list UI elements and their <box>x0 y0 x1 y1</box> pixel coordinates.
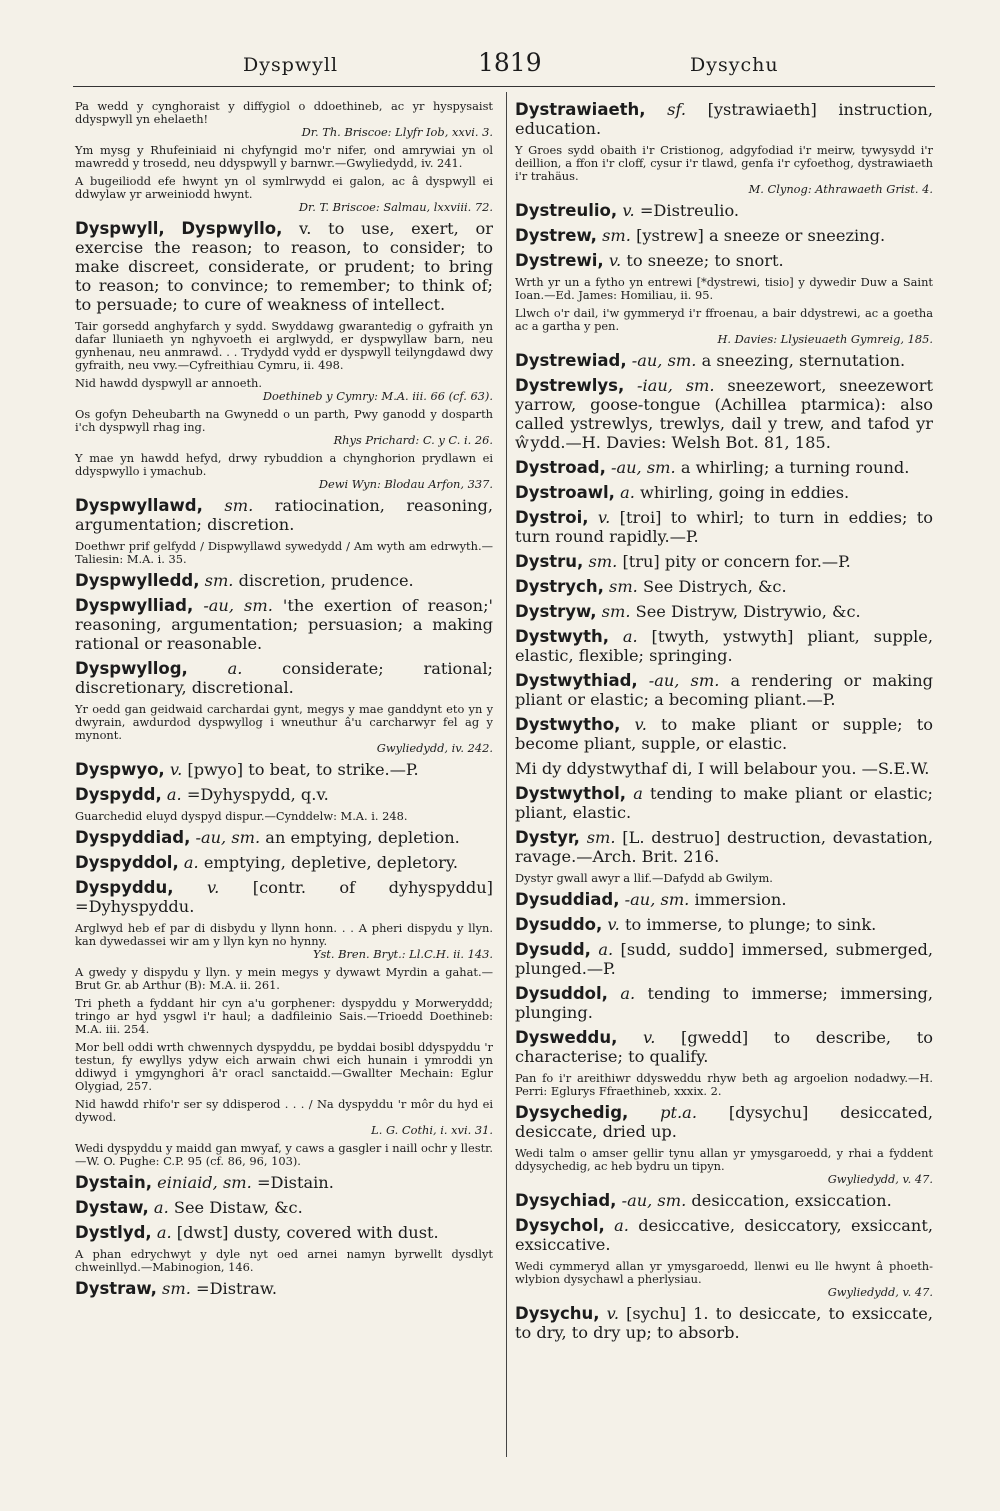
entry-headword: Dystru, <box>515 552 584 571</box>
dictionary-entry <box>515 1191 933 1210</box>
quote-text: Guarchedid eluyd dyspyd dispur.—Cynddelw: M.A. i. 248. <box>75 809 408 823</box>
entry-definition: emptying, depletive, depletory. <box>203 853 458 872</box>
entry-headword: Dyspwyll, <box>75 219 165 238</box>
citation-quote <box>75 144 493 170</box>
citation-quote <box>515 276 933 302</box>
citation-quote <box>75 966 493 992</box>
entry-part-of-speech: -au, sm. <box>648 671 720 690</box>
entry-definition: =Distain. <box>256 1173 334 1192</box>
entry-definition: See Distrych, &c. <box>642 577 787 596</box>
citation-quote <box>75 1041 493 1093</box>
quote-text: Os gofyn Deheubarth na Gwynedd o un parth, Pwy ganodd y dosparth i'ch dyspwyll rhag ing. <box>75 407 493 434</box>
dictionary-entry <box>515 828 933 866</box>
page-number: 1819 <box>478 48 542 77</box>
entry-part-of-speech: a. <box>620 483 635 502</box>
right-column <box>515 100 933 1348</box>
dictionary-entry <box>75 1173 493 1192</box>
entry-headword: Dysychedig, <box>515 1103 629 1122</box>
entry-headword: Dystroad, <box>515 458 606 477</box>
entry-part-of-speech: -au, sm. <box>195 828 261 847</box>
entry-definition: [contr. of dyhyspyddu] =Dyhyspyddu. <box>75 878 493 916</box>
entry-headword: Dystrewi, <box>515 251 604 270</box>
dictionary-entry <box>75 1279 493 1298</box>
entry-definition: desiccation, exsiccation. <box>691 1191 892 1210</box>
dictionary-entry <box>75 828 493 847</box>
quote-source: M. Clynog: Athrawaeth Grist. 4. <box>748 182 933 196</box>
header-rule <box>73 86 935 87</box>
entry-definition: =Dyhyspydd, q.v. <box>186 785 329 804</box>
quote-text: Ym mysg y Rhufeiniaid ni chyfyngid mo'r nifer, ond amrywiai yn ol mawredd y trosedd, neu ddyspwyll y barnwr.—Gwyliedydd, iv. 241. <box>75 143 493 170</box>
quote-text: A bugeiliodd efe hwynt yn ol symlrwydd ei galon, ac â dyspwyll ei ddwylaw yr arweiniodd hwynt. <box>75 174 493 201</box>
dictionary-entry <box>515 759 933 778</box>
citation-quote <box>515 872 933 885</box>
entry-definition: [troi] to whirl; to turn in eddies; to turn round rapidly.—P. <box>515 508 933 546</box>
quote-text: Doethwr prif gelfydd / Dispwyllawd sywedydd / Am wyth am edrwyth.—Taliesin: M.A. i. 35. <box>75 539 493 566</box>
entry-definition: [twyth, ystwyth] pliant, supple, elastic, flexible; springing. <box>515 627 933 665</box>
dictionary-entry <box>75 596 493 653</box>
entry-part-of-speech: -au, sm. <box>203 596 273 615</box>
dictionary-entry <box>515 940 933 978</box>
entry-headword: Dyspwyllawd, <box>75 496 203 515</box>
quote-source: Dewi Wyn: Blodau Arfon, 337. <box>318 477 493 491</box>
entry-headword: Dysuddo, <box>515 915 603 934</box>
dictionary-entry <box>75 878 493 916</box>
page-header <box>0 46 1000 86</box>
quote-text: Dystyr gwall awyr a llif.—Dafydd ab Gwilym. <box>515 871 773 885</box>
dictionary-entry <box>515 458 933 477</box>
entry-definition: [gwedd] to describe, to characterise; to qualify. <box>515 1028 933 1066</box>
dictionary-entry <box>75 219 493 314</box>
citation-quote <box>75 377 493 403</box>
entry-definition: to sneeze; to snort. <box>626 251 784 270</box>
entry-part-of-speech: v. <box>607 915 620 934</box>
dictionary-entry <box>515 508 933 546</box>
citation-quote <box>75 703 493 755</box>
dictionary-entry <box>515 483 933 502</box>
entry-headword: Dystroawl, <box>515 483 615 502</box>
entry-definition: [pwyo] to beat, to strike.—P. <box>187 760 419 779</box>
entry-part-of-speech: v. <box>597 508 611 527</box>
dictionary-entry <box>515 226 933 245</box>
quote-source: H. Davies: Llysieuaeth Gymreig, 185. <box>717 332 933 346</box>
quote-text: Pan fo i'r areithiwr ddysweddu rhyw beth ag argoelion nodadwy.—H. Perri: Eglurys Ffraethineb, xxxix. 2. <box>515 1071 933 1098</box>
quote-text: Y mae yn hawdd hefyd, drwy rybuddion a chynghorion prydlawn ei ddyspwyllo i ymachub. <box>75 451 493 478</box>
entry-headword: Dyspwyllog, <box>75 659 188 678</box>
citation-quote <box>75 175 493 214</box>
entry-headword: Dystwythol, <box>515 784 627 803</box>
entry-part-of-speech: v. <box>206 878 220 897</box>
entry-part-of-speech: sm. <box>609 577 638 596</box>
entry-part-of-speech: -au, sm. <box>611 458 676 477</box>
entry-definition: Mi dy ddystwythaf di, I will belabour you. —S.E.W. <box>515 759 930 778</box>
quote-source: Yst. Bren. Bryt.: Ll.C.H. ii. 143. <box>312 947 493 961</box>
dictionary-entry <box>515 915 933 934</box>
dictionary-entry <box>515 890 933 909</box>
entry-part-of-speech: v. <box>606 1304 620 1323</box>
quote-source: Gwyliedydd, v. 47. <box>827 1285 933 1299</box>
entry-part-of-speech: a. <box>620 984 636 1003</box>
dictionary-entry <box>515 627 933 665</box>
entry-definition: a rendering or making pliant or elastic; a becoming pliant.—P. <box>515 671 934 709</box>
citation-quote <box>75 810 493 823</box>
entry-part-of-speech: einiaid, sm. <box>157 1173 252 1192</box>
dictionary-entry <box>75 760 493 779</box>
entry-definition: [tru] pity or concern for.—P. <box>622 552 851 571</box>
dictionary-entry <box>515 201 933 220</box>
entry-part-of-speech: a. <box>598 940 614 959</box>
entry-part-of-speech: a. <box>614 1216 629 1235</box>
entry-headword: Dystrew, <box>515 226 597 245</box>
dictionary-entry <box>515 1216 933 1254</box>
entry-definition: a whirling; a turning round. <box>680 458 910 477</box>
quote-text: Yr oedd gan geidwaid carchardai gynt, megys y mae ganddynt eto yn y dwyrain, awdurdod dyspwyllog i wneuthur â'u carcharwyr fel ag y mynont. <box>75 702 493 742</box>
quote-source: Rhys Prichard: C. y C. i. 26. <box>333 433 493 447</box>
entry-definition: =Distraw. <box>196 1279 278 1298</box>
entry-definition: 'the exertion of reason;' reasoning, argumentation; persuasion; a making rational or reasonable. <box>75 596 493 653</box>
citation-quote <box>515 144 933 196</box>
quote-text: Nid hawdd dyspwyll ar annoeth. <box>75 376 263 390</box>
entry-headword: Dyspwyo, <box>75 760 165 779</box>
quote-source: L. G. Cothi, i. xvi. 31. <box>371 1123 493 1137</box>
entry-headword: Dysychu, <box>515 1304 600 1323</box>
entry-definition: [ystrew] a sneeze or sneezing. <box>636 226 886 245</box>
entry-headword: Dystwyth, <box>515 627 610 646</box>
entry-definition: to immerse, to plunge; to sink. <box>624 915 877 934</box>
entry-definition: =Distreulio. <box>639 201 740 220</box>
quote-text: Wedi dyspyddu y maidd gan mwyaf, y caws a gasgler i naill ochr y llestr.—W. O. Pughe: C.P. 95 (cf. 86, 96, 103). <box>75 1141 493 1168</box>
entry-part-of-speech: -au, sm. <box>631 351 697 370</box>
quote-text: A gwedy y dispydu y llyn. y mein megys y dywawt Myrdin a gahat.—Brut Gr. ab Arthur (B): M.A. ii. 261. <box>75 965 493 992</box>
entry-definition: ratiocination, reasoning, argumentation; discretion. <box>75 496 493 534</box>
entry-headword: Dystaw, <box>75 1198 149 1217</box>
citation-quote <box>75 1248 493 1274</box>
entry-part-of-speech: v. <box>608 251 622 270</box>
quote-text: Tair gorsedd anghyfarch y sydd. Swyddawg gwarantedig o gyfraith yn dafar lluniaeth yn nghyvoeth ei arglwydd, er dyspwyllaw barn, neu gynhenau, neu anmrawd. . . Trydydd vydd er dyspwyll teilyngdawd dwy gyfraith, neu vwy.—Cyfreithiau Cymru, ii. 498. <box>75 319 493 372</box>
entry-headword: Dystrewlys, <box>515 376 625 395</box>
entry-part-of-speech: v. <box>169 760 183 779</box>
quote-text: Arglwyd heb ef par di disbydu y llynn honn. . . A pheri dispydu y llyn. kan dywedassei wir am y llyn kyn no hynny. <box>75 921 493 948</box>
entry-headword: Dyspwylledd, <box>75 571 200 590</box>
entry-definition: See Distryw, Distrywio, &c. <box>635 602 861 621</box>
entry-part-of-speech: v. <box>622 201 635 220</box>
dictionary-entry <box>75 659 493 697</box>
dictionary-entry <box>515 1304 933 1342</box>
entry-headword: Dyspyddiad, <box>75 828 191 847</box>
dictionary-entry <box>515 784 933 822</box>
entry-part-of-speech: sm. <box>602 226 631 245</box>
entry-headword: Dystlyd, <box>75 1223 152 1242</box>
quote-text: Llwch o'r dail, i'w gymmeryd i'r ffroenau, a bair ddystrewi, ac a goetha ac a gartha y pen. <box>515 306 933 333</box>
entry-part-of-speech: sm. <box>601 602 631 621</box>
citation-quote <box>75 452 493 491</box>
entry-headword: Dysudd, <box>515 940 591 959</box>
entry-definition: See Distaw, &c. <box>173 1198 303 1217</box>
entry-headword: Dyspyddol, <box>75 853 179 872</box>
entry-definition: [ystrawiaeth] instruction, education. <box>515 100 933 138</box>
citation-quote <box>515 1072 933 1098</box>
citation-quote <box>75 922 493 961</box>
quote-text: Wedi talm o amser gellir tynu allan yr ymysgaroedd, y rhai a fyddent ddysychedig, ac heb bydru un tipyn. <box>515 1146 933 1173</box>
entry-part-of-speech: sm. <box>162 1279 191 1298</box>
quote-source: Dr. T. Briscoe: Salmau, lxxviii. 72. <box>298 200 493 214</box>
entry-definition: discretion, prudence. <box>238 571 414 590</box>
dictionary-entry <box>515 1028 933 1066</box>
quote-source: Gwyliedydd, v. 47. <box>827 1172 933 1186</box>
entry-part-of-speech: a <box>633 784 643 803</box>
entry-headword: Dystain, <box>75 1173 152 1192</box>
entry-part-of-speech: sf. <box>667 100 687 119</box>
entry-headword: Dyspwylliad, <box>75 596 194 615</box>
quote-text: Wedi cymmeryd allan yr ymysgaroedd, llenwi eu lle hwynt â phoeth-wlybion dysychawl a pherlysiau. <box>515 1259 933 1286</box>
entry-definition: [sychu] 1. to desiccate, to exsiccate, to dry, to dry up; to absorb. <box>515 1304 933 1342</box>
quote-source: Gwyliedydd, iv. 242. <box>376 741 493 755</box>
dictionary-entry <box>515 602 933 621</box>
entry-part-of-speech: -iau, sm. <box>637 376 715 395</box>
entry-definition: [sudd, suddo] immersed, submerged, plunged.—P. <box>515 940 933 978</box>
quote-source: Doethineb y Cymry: M.A. iii. 66 (cf. 63). <box>262 389 493 403</box>
dictionary-entry <box>515 984 933 1022</box>
entry-definition: immersion. <box>694 890 787 909</box>
entry-headword-variant: Dyspwyllo, <box>181 219 283 238</box>
entry-definition: [L. destruo] destruction, devastation, ravage.—Arch. Brit. 216. <box>515 828 933 866</box>
citation-quote <box>75 408 493 447</box>
citation-quote <box>515 307 933 346</box>
citation-quote <box>75 320 493 372</box>
entry-headword: Dystyr, <box>515 828 580 847</box>
entry-definition: [dwst] dusty, covered with dust. <box>176 1223 439 1242</box>
quote-text: Tri pheth a fyddant hir cyn a'u gorphener: dyspyddu y Morweryddd; tringo ar hyd ysgwl i'r haul; a dadfileinio Sais.—Trioedd Doethineb: M.A. iii. 254. <box>75 996 493 1036</box>
entry-part-of-speech: a. <box>227 659 243 678</box>
dictionary-entry <box>515 251 933 270</box>
citation-quote <box>75 1098 493 1137</box>
entry-headword: Dystroi, <box>515 508 589 527</box>
quote-text: Wrth yr un a fytho yn entrewi [*dystrewi, tisio] y dywedir Duw a Saint Ioan.—Ed. James: Homiliau, ii. 95. <box>515 275 933 302</box>
citation-quote <box>75 100 493 139</box>
left-column <box>75 100 493 1304</box>
entry-part-of-speech: sm. <box>204 571 234 590</box>
dictionary-entry <box>75 1198 493 1217</box>
entry-headword: Dysweddu, <box>515 1028 618 1047</box>
dictionary-entry <box>75 496 493 534</box>
entry-part-of-speech: a. <box>156 1223 172 1242</box>
dictionary-entry <box>75 853 493 872</box>
citation-quote <box>75 1142 493 1168</box>
entry-part-of-speech: a. <box>622 627 638 646</box>
quote-text: Pa wedd y cynghoraist y diffygiol o ddoethineb, ac yr hyspysaist ddyspwyll yn ehelaeth! <box>75 99 493 126</box>
entry-part-of-speech: sm. <box>586 828 616 847</box>
entry-definition: tending to make pliant or elastic; pliant, elastic. <box>515 784 933 822</box>
entry-part-of-speech: -au, sm. <box>624 890 690 909</box>
dictionary-entry <box>515 351 933 370</box>
entry-headword: Dystreulio, <box>515 201 618 220</box>
quote-text: Y Groes sydd obaith i'r Cristionog, adgyfodiad i'r meirw, tywysydd i'r deillion, a ffon i'r cloff, cysur i'r tlawd, genfa i'r cyfoethog, dystrawiaeth i'r trahäus. <box>515 143 933 183</box>
header-right-guideword: Dysychu <box>690 54 779 76</box>
citation-quote <box>515 1260 933 1299</box>
entry-headword: Dysychiad, <box>515 1191 617 1210</box>
quote-source: Dr. Th. Briscoe: Llyfr Iob, xxvi. 3. <box>301 125 493 139</box>
citation-quote <box>75 540 493 566</box>
entry-definition: an emptying, depletion. <box>265 828 460 847</box>
entry-part-of-speech: -au, sm. <box>621 1191 687 1210</box>
quote-text: Mor bell oddi wrth chwennych dyspyddu, pe byddai bosibl ddyspyddu 'r testun, fy ewyllys ydyw eich arwain chwi eich hunain i ymroddi yn ddiwyd i ymgynghori â'r oracl sanctaidd.—Gwallter Mechain: Eglur Olygiad, 257. <box>75 1040 493 1093</box>
entry-part-of-speech: a. <box>166 785 182 804</box>
dictionary-entry <box>515 100 933 138</box>
entry-definition: tending to immerse; immersing, plunging. <box>515 984 934 1022</box>
entry-headword: Dysychol, <box>515 1216 605 1235</box>
entry-headword: Dystwythiad, <box>515 671 638 690</box>
entry-part-of-speech: v. <box>634 715 647 734</box>
entry-headword: Dystraw, <box>75 1279 157 1298</box>
dictionary-entry <box>515 715 933 753</box>
entry-part-of-speech: a. <box>153 1198 169 1217</box>
entry-headword: Dyspyddu, <box>75 878 174 897</box>
entry-part-of-speech: a. <box>183 853 199 872</box>
dictionary-entry <box>515 671 933 709</box>
entry-headword: Dysuddol, <box>515 984 608 1003</box>
dictionary-entry <box>515 577 933 596</box>
citation-quote <box>75 997 493 1036</box>
entry-definition: whirling, going in eddies. <box>640 483 850 502</box>
dictionary-entry <box>515 376 933 452</box>
entry-part-of-speech: sm. <box>588 552 618 571</box>
dictionary-entry <box>75 785 493 804</box>
column-divider <box>506 92 507 1457</box>
dictionary-entry <box>515 552 933 571</box>
dictionary-entry <box>75 1223 493 1242</box>
entry-definition: a sneezing, sternutation. <box>701 351 906 370</box>
entry-part-of-speech: pt.a. <box>660 1103 697 1122</box>
entry-definition: [dysychu] desiccated, desiccate, dried up. <box>515 1103 933 1141</box>
entry-definition: considerate; rational; discretionary, discretional. <box>75 659 493 697</box>
quote-text: A phan edrychwyt y dyle nyt oed arnei namyn byrwellt dysdlyt chweinllyd.—Mabinogion, 146. <box>75 1247 493 1274</box>
dictionary-entry <box>515 1103 933 1141</box>
entry-part-of-speech: sm. <box>224 496 254 515</box>
entry-headword: Dystwytho, <box>515 715 621 734</box>
entry-definition: sneezewort, sneezewort yarrow, goose-tongue (Achillea ptarmica): also called ystrewlys, trewlys, dail y trew, and tafod yr ŵydd.—H. Davies: Welsh Bot. 81, 185. <box>515 376 933 452</box>
entry-headword: Dystryw, <box>515 602 597 621</box>
dictionary-entry <box>75 571 493 590</box>
entry-definition: to make pliant or supple; to become pliant, supple, or elastic. <box>515 715 933 753</box>
entry-headword: Dystrych, <box>515 577 604 596</box>
entry-headword: Dysuddiad, <box>515 890 620 909</box>
entry-headword: Dystrawiaeth, <box>515 100 646 119</box>
entry-definition: desiccative, desiccatory, exsiccant, exsiccative. <box>515 1216 933 1254</box>
header-left-guideword: Dyspwyll <box>243 54 339 76</box>
entry-headword: Dystrewiad, <box>515 351 627 370</box>
quote-text: Nid hawdd rhifo'r ser sy ddisperod . . . / Na dyspyddu 'r môr du hyd ei dywod. <box>75 1097 493 1124</box>
citation-quote <box>515 1147 933 1186</box>
entry-definition: v. to use, exert, or exercise the reason; to reason, to consider; to make discreet, considerate, or prudent; to bring to reason; to convince; to remember; to think of; to persuade; to cure of weakness of intellect. <box>75 219 493 314</box>
entry-headword: Dyspydd, <box>75 785 162 804</box>
entry-part-of-speech: v. <box>643 1028 656 1047</box>
